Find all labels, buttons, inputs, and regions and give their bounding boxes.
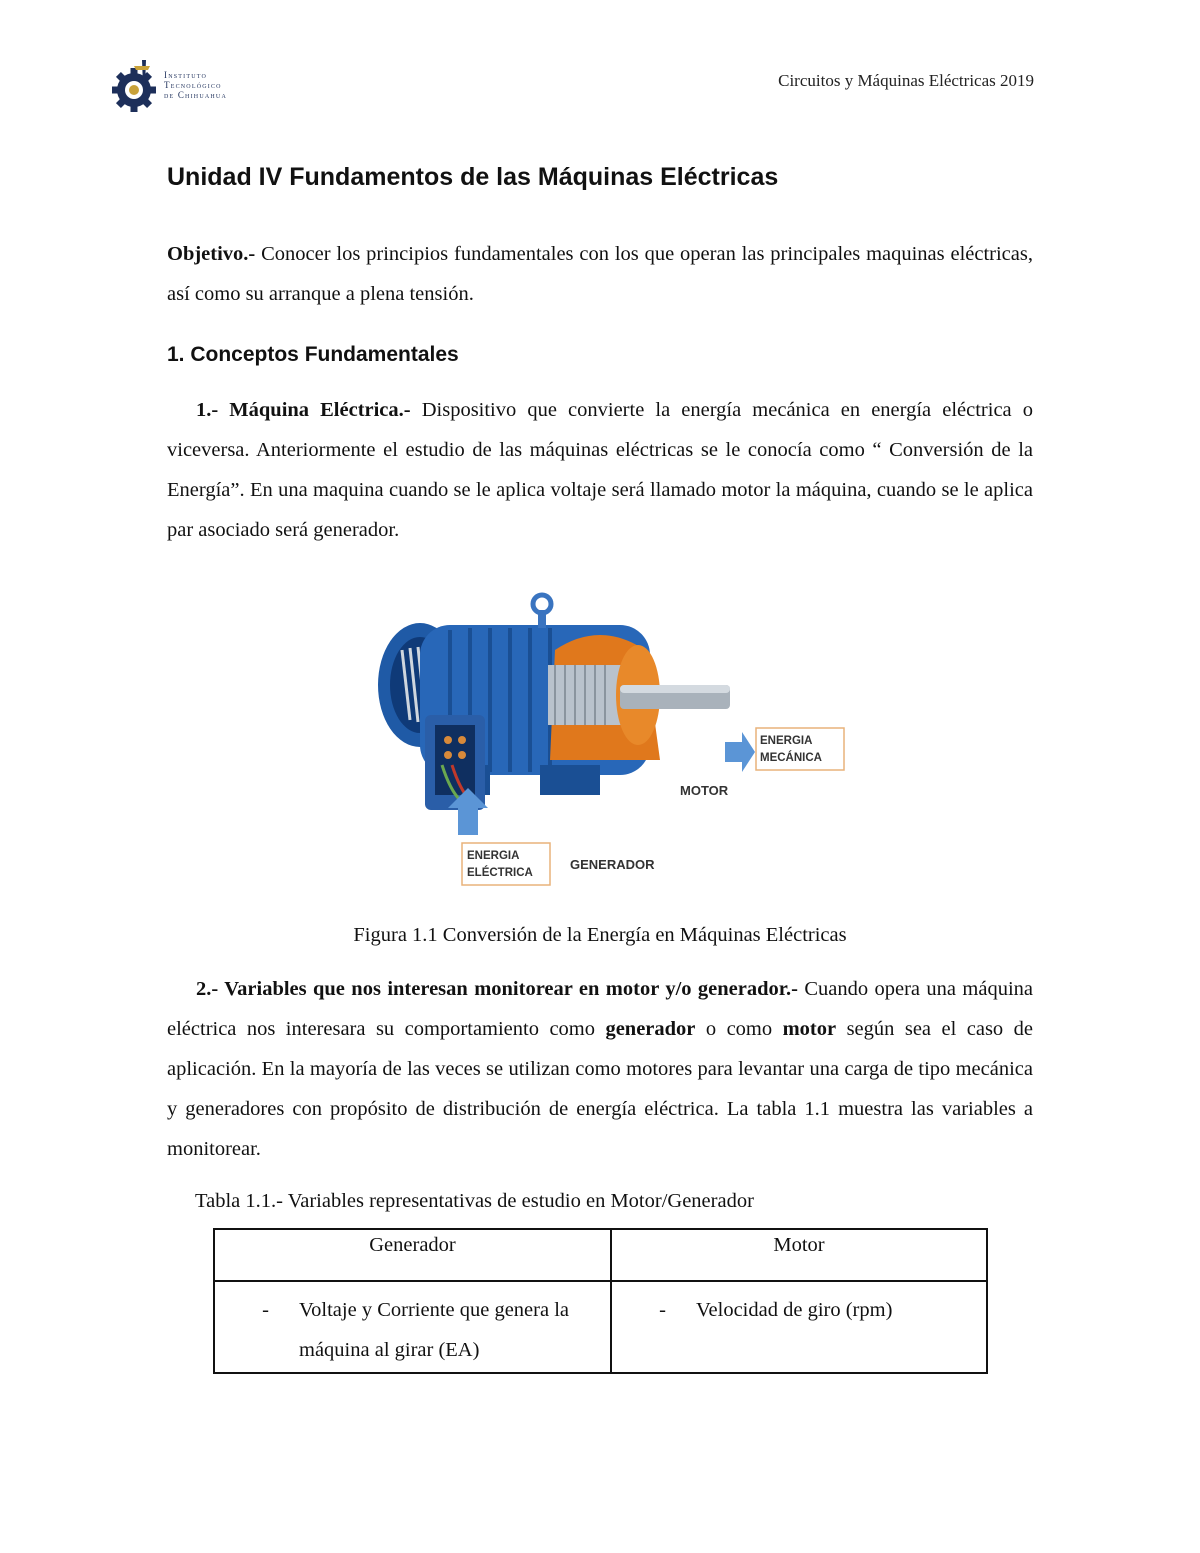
- elec-label-2: ELÉCTRICA: [467, 867, 533, 879]
- cell-generator: [214, 1281, 611, 1373]
- item1-paragraph: [167, 390, 1033, 550]
- item2-label: 2.- Variables que nos interesan monitorear en motor y/o generador.-: [196, 978, 798, 1000]
- header-generator: Generador: [214, 1229, 611, 1281]
- page-title: Unidad IV Fundamentos de las Máquinas Eléctricas: [167, 163, 779, 191]
- item2-bold-generator: generador: [605, 1018, 696, 1040]
- logo-text: Instituto Tecnológico de Chihuahua: [164, 70, 227, 100]
- table-header-row: [214, 1229, 987, 1281]
- variables-table: [213, 1228, 988, 1374]
- running-head: Circuitos y Máquinas Eléctricas 2019: [778, 71, 1034, 90]
- list-item: - Velocidad de giro (rpm): [659, 1299, 893, 1321]
- item2-text-a: Cuando opera una máquina eléctrica nos interesara su comportamiento como: [167, 978, 1033, 1040]
- gear-icon: [112, 68, 156, 112]
- item1-text: Dispositivo que convierte la energía mecánica en energía eléctrica o viceversa. Anteriormente el estudio de las máquinas eléctricas se le conocía como “ Conversión de la Energía”. En una maquina cuando se le aplica voltaje será llamado motor la máquina, cuando se le aplica par asociado será generador.: [167, 399, 1033, 541]
- item2-text-b: o como: [695, 1018, 783, 1040]
- mech-label-2: MECÁNICA: [760, 752, 822, 764]
- list-item: - Voltaje y Corriente que genera la máquina al girar (EA): [262, 1299, 570, 1361]
- objective-paragraph: [167, 234, 1033, 314]
- table-caption: Tabla 1.1.- Variables representativas de estudio en Motor/Generador: [195, 1190, 754, 1212]
- elec-label-1: ENERGIA: [467, 850, 520, 862]
- item2-paragraph: [167, 969, 1033, 1169]
- generator-label: GENERADOR: [570, 857, 655, 872]
- motor-figure: [370, 590, 850, 890]
- section-heading: 1. Conceptos Fundamentales: [167, 343, 459, 366]
- cell-motor: [611, 1281, 987, 1373]
- mech-label-1: ENERGIA: [760, 735, 813, 747]
- item2-text-c: según sea el caso de aplicación. En la mayoría de las veces se utilizan como motores para levantar una carga de tipo mecánica y generadores con propósito de distribución de energía eléctrica. La tabla 1.1 muestra las variables a monitorear.: [167, 1018, 1033, 1160]
- objective-text: Conocer los principios fundamentales con los que operan las principales maquinas eléctricas, así como su arranque a plena tensión.: [167, 243, 1033, 305]
- mechanical-energy-arrow: [725, 732, 755, 772]
- figure-caption: Figura 1.1 Conversión de la Energía en Máquinas Eléctricas: [353, 924, 847, 946]
- objective-label: Objetivo.-: [167, 243, 256, 265]
- item1-label: 1.- Máquina Eléctrica.-: [196, 399, 411, 421]
- header-motor: Motor: [611, 1229, 987, 1281]
- motor-label: MOTOR: [680, 783, 729, 798]
- motor-illustration: [378, 595, 730, 810]
- item2-bold-motor: motor: [782, 1018, 837, 1040]
- table-row: [214, 1281, 987, 1373]
